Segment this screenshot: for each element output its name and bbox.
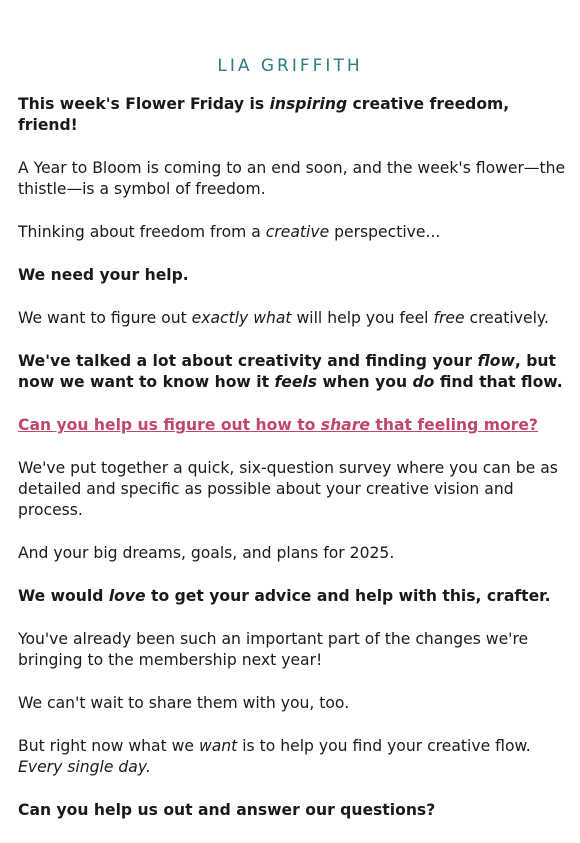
love-text-1: We would [18,587,109,605]
paragraph-year-to-bloom: A Year to Bloom is coming to an end soon, and the week's flower—the thistle—is a symbol of freedom. [18,159,566,198]
paragraph-freedom-emphasis: creative [265,223,330,241]
paragraph-flow [18,351,566,393]
paragraph-cant-wait: We can't wait to share them with you, too. [18,694,350,712]
paragraph-membership: You've already been such an important part of the changes we're bringing to the membership next year! [18,630,529,669]
paragraph-freedom-text-1: Thinking about freedom from a [18,223,266,241]
survey-link-paragraph [18,415,566,436]
survey-link-emphasis[interactable]: share [320,416,370,434]
paragraph-need-help: We need your help. [18,266,189,284]
flow-text-2: , but now we want to know how it [18,352,556,391]
paragraph-figure-out [18,308,566,329]
figure-out-text-1: We want to figure out [18,309,192,327]
intro-heading-text-2: creative freedom, friend! [18,95,510,134]
want-emphasis-1: want [198,737,238,755]
paragraph-love [18,586,566,607]
paragraph-survey: We've put together a quick, six-question survey where you can be as detailed and specific as possible about your creative vision and process. [18,459,558,519]
email-content [18,94,566,843]
want-text-1: But right now what we [18,737,199,755]
paragraph-answer-questions: Can you help us out and answer our questions? [18,801,436,819]
intro-heading [18,94,566,136]
survey-link-text-2[interactable]: that feeling more? [369,416,538,434]
paragraph-want [18,736,566,778]
paragraph-freedom [18,222,566,243]
figure-out-text-3: creatively. [464,309,549,327]
flow-text-4: find that flow. [434,373,563,391]
survey-link-text-1[interactable]: Can you help us figure out how to [18,416,321,434]
logo-header [0,56,580,76]
intro-heading-text-1: This week's Flower Friday is [18,95,270,113]
figure-out-emphasis-1: exactly what [191,309,292,327]
love-emphasis: love [108,587,146,605]
want-text-2: is to help you find your creative flow. [237,737,531,755]
intro-heading-emphasis: inspiring [269,95,348,113]
flow-text-3: when you [317,373,413,391]
figure-out-emphasis-2: free [433,309,465,327]
flow-emphasis-1: flow [477,352,515,370]
want-emphasis-2: Every single day. [18,758,151,776]
flow-text-1: We've talked a lot about creativity and finding your [18,352,478,370]
survey-link[interactable] [18,416,538,434]
love-text-2: to get your advice and help with this, crafter. [145,587,551,605]
paragraph-dreams: And your big dreams, goals, and plans for 2025. [18,544,395,562]
paragraph-freedom-text-2: perspective... [329,223,441,241]
brand-logo[interactable]: LIA GRIFFITH [217,56,363,76]
flow-emphasis-2: feels [274,373,318,391]
figure-out-text-2: will help you feel [291,309,434,327]
flow-emphasis-3: do [412,373,435,391]
